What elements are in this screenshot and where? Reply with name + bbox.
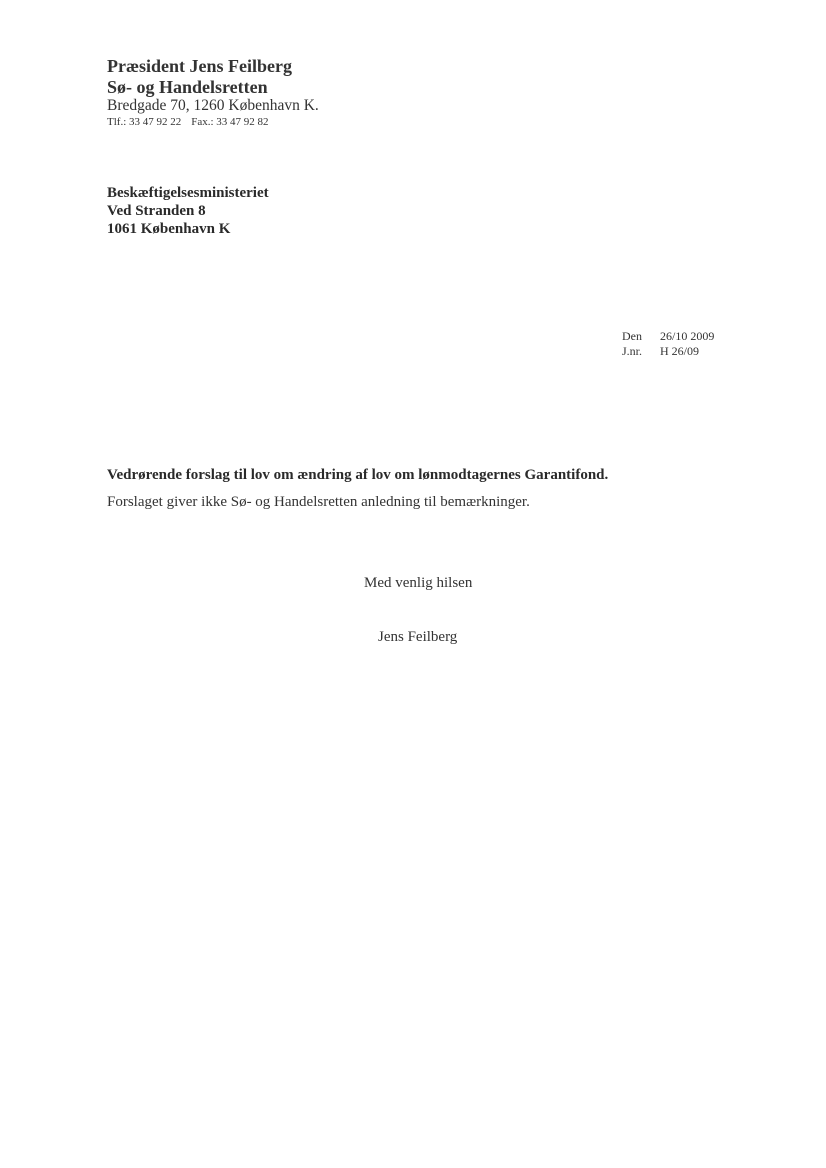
sender-phone: Tlf.: 33 47 92 22 [107, 116, 182, 128]
date-label: Den [622, 329, 642, 343]
letter-signature: Jens Feilberg [378, 629, 458, 645]
sender-name: Præsident Jens Feilberg [107, 56, 292, 76]
reference-value: H 26/09 [660, 344, 699, 358]
letter-closing: Med venlig hilsen [364, 575, 473, 591]
recipient-name: Beskæftigelsesministeriet [107, 185, 269, 201]
sender-fax: Fax.: 33 47 92 82 [191, 116, 269, 128]
sender-court: Sø- og Handelsretten [107, 77, 268, 97]
letter-subject: Vedrørende forslag til lov om ændring af lov om lønmodtagernes Garantifond. [107, 467, 609, 483]
recipient-city: 1061 København K [107, 221, 231, 237]
sender-contact [107, 116, 269, 129]
date-value: 26/10 2009 [660, 329, 715, 343]
sender-address: Bredgade 70, 1260 København K. [107, 97, 319, 114]
reference-label: J.nr. [622, 344, 643, 358]
letter-body: Forslaget giver ikke Sø- og Handelsretten anledning til bemærkninger. [107, 494, 530, 510]
recipient-street: Ved Stranden 8 [107, 203, 206, 219]
